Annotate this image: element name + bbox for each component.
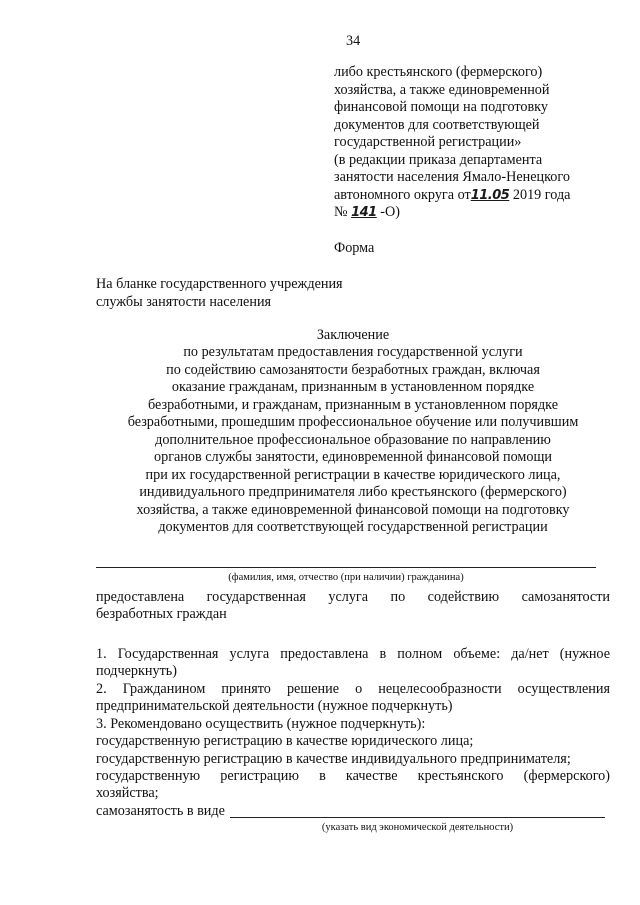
letterhead-line: На бланке государственного учреждения xyxy=(96,276,343,292)
option-individual-entrepreneur: государственную регистрацию в качестве индивидуального предпринимателя; xyxy=(96,751,571,767)
intro-line: предоставлена государственная услуга по содействию самозанятости xyxy=(96,589,610,605)
header-line: (в редакции приказа департамента xyxy=(334,151,543,168)
amendment-number-line xyxy=(334,204,570,222)
title-line: индивидуального предпринимателя либо крестьянского (фермерского) xyxy=(139,484,567,500)
intro-line: безработных граждан xyxy=(96,606,227,622)
title-subtext xyxy=(96,344,610,537)
header-line: документов для соответствующей xyxy=(334,116,540,133)
handwritten-number: 141 xyxy=(351,205,377,220)
date-suffix: 2019 года xyxy=(509,186,571,203)
document-title: Заключение xyxy=(316,327,390,343)
item-1: 1. Государственная услуга предоставлена в полном объеме: да/нет (нужное xyxy=(96,646,610,662)
header-line: финансовой помощи на подготовку xyxy=(334,99,548,115)
title-line: при их государственной регистрации в качестве юридического лица, xyxy=(145,466,561,483)
number-prefix: № xyxy=(334,204,352,220)
item-2-cont: предпринимательской деятельности (нужное подчеркнуть) xyxy=(96,698,453,714)
form-label: Форма xyxy=(334,240,375,256)
header-block xyxy=(334,64,570,222)
letterhead-line: службы занятости населения xyxy=(96,293,272,310)
amendment-date-line xyxy=(334,187,570,205)
citizen-name-blank xyxy=(96,567,596,568)
item-3: 3. Рекомендовано осуществить (нужное подчеркнуть): xyxy=(96,716,426,732)
title-line: безработными, прошедшим профессиональное обучение или получившим xyxy=(127,414,579,430)
option-legal-entity: государственную регистрацию в качестве юридического лица; xyxy=(96,733,474,749)
item-1-cont: подчеркнуть) xyxy=(96,663,177,679)
option-self-employment: самозанятость в виде xyxy=(96,803,225,819)
header-line: занятости населения Ямало-Ненецкого xyxy=(334,169,570,185)
title-line: безработными, и гражданам, признанным в установленном порядке xyxy=(147,396,559,413)
date-prefix: автономного округа от xyxy=(334,186,471,203)
title-line: оказание гражданам, признанным в установленном порядке xyxy=(171,379,535,395)
header-line: хозяйства, а также единовременной xyxy=(334,81,550,98)
title-line: органов службы занятости, единовременной финансовой помощи xyxy=(154,449,552,465)
header-line: государственной регистрации» xyxy=(334,134,522,150)
activity-caption: (указать вид экономической деятельности) xyxy=(321,822,514,833)
letterhead-note xyxy=(96,276,343,311)
title-line: по содействию самозанятости безработных граждан, включая xyxy=(166,361,540,378)
number-suffix: -О) xyxy=(376,204,400,220)
item-2: 2. Гражданином принято решение о нецелесообразности осуществления xyxy=(96,681,610,697)
option-farm-cont: хозяйства; xyxy=(96,785,159,801)
title-line: по результатам предоставления государственной услуги xyxy=(183,344,523,360)
handwritten-date: 11.05 xyxy=(470,187,510,203)
header-line: либо крестьянского (фермерского) xyxy=(334,64,543,80)
page-number: 34 xyxy=(346,33,361,49)
citizen-name-caption: (фамилия, имя, отчество (при наличии) гражданина) xyxy=(228,572,464,583)
activity-blank xyxy=(230,817,605,818)
title-line: хозяйства, а также единовременной финансовой помощи на подготовку xyxy=(136,501,570,518)
title-line: документов для соответствующей государственной регистрации xyxy=(158,519,548,535)
option-farm: государственную регистрацию в качестве крестьянского (фермерского) xyxy=(96,768,610,784)
title-line: дополнительное профессиональное образование по направлению xyxy=(155,431,551,448)
